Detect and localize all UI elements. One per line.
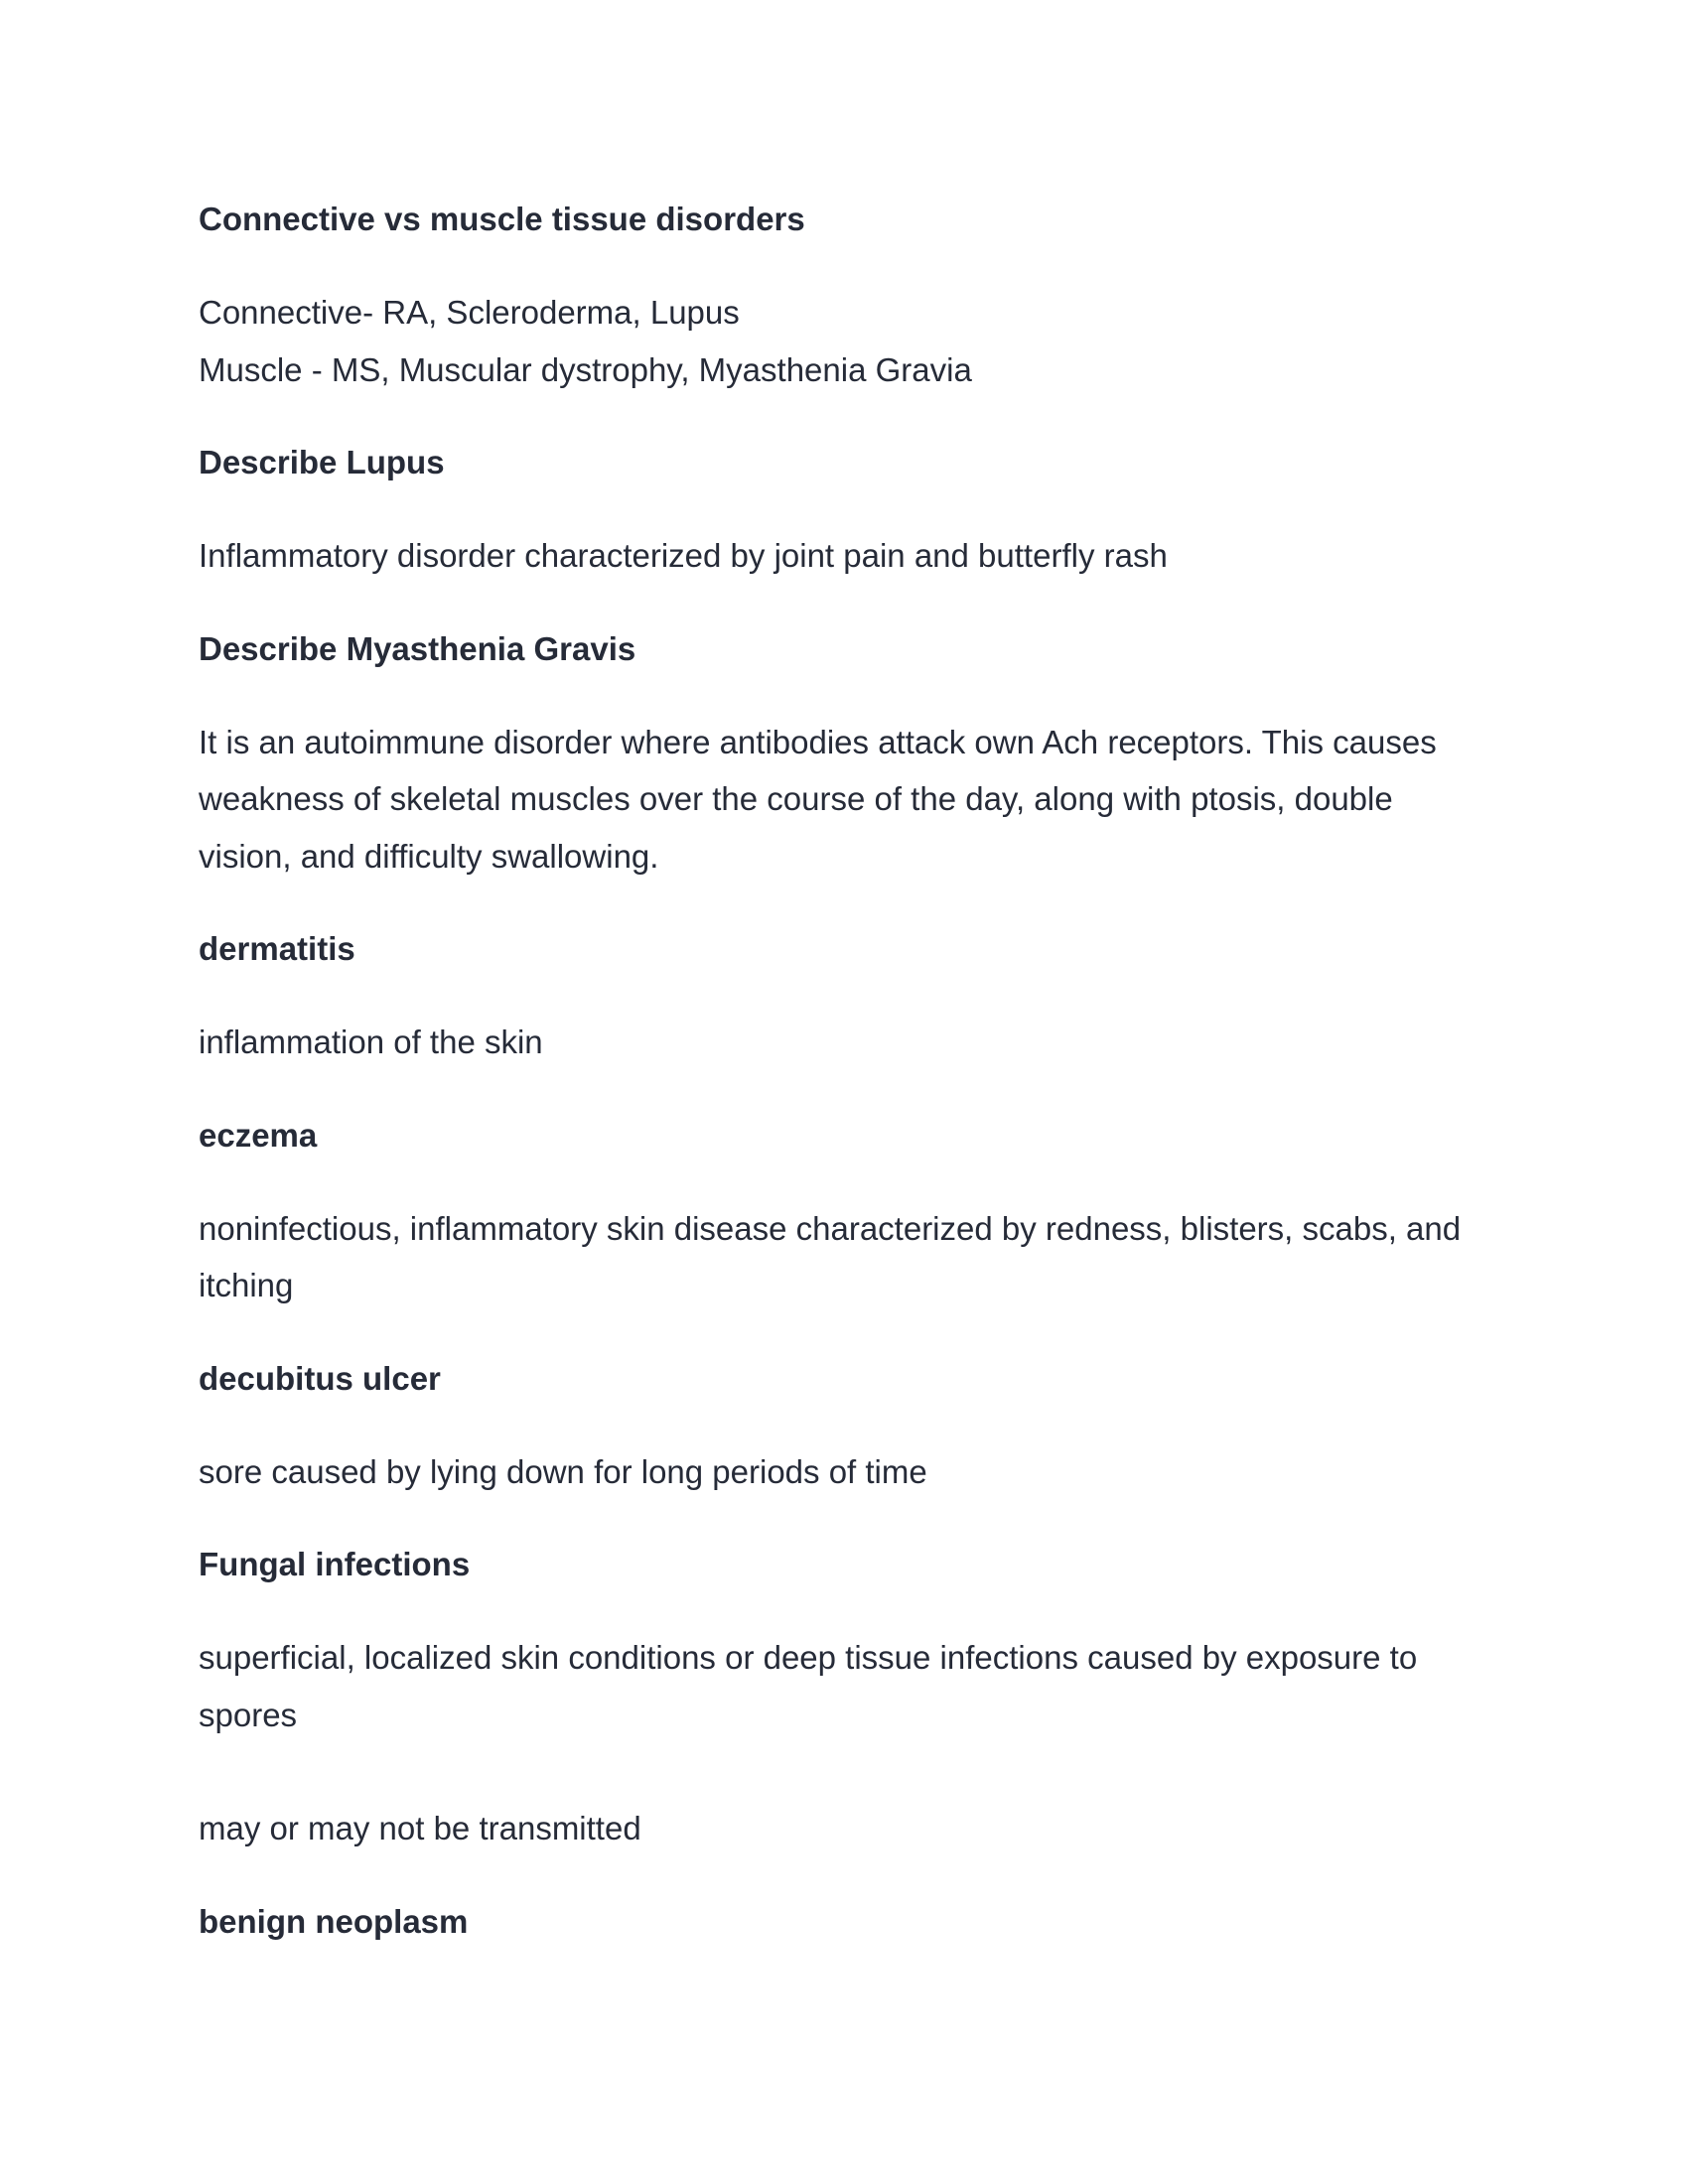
definition-line: Inflammatory disorder characterized by joint pain and butterfly rash [199,537,1168,574]
term-heading: Describe Lupus [199,444,445,480]
term-heading: dermatitis [199,930,355,967]
definition-line: may or may not be transmitted [199,1810,641,1846]
definition-text [199,1014,1489,1071]
definition-text [199,1443,1489,1501]
definition-text [199,527,1489,585]
term-heading: benign neoplasm [199,1902,469,1940]
term-heading: decubitus ulcer [199,1359,441,1397]
definition-line: inflammation of the skin [199,1024,543,1060]
flashcard-document [199,194,1489,1986]
definition-line: noninfectious, inflammatory skin disease characterized by redness, blisters, scabs, and itching [199,1209,1462,1303]
term-heading: Describe Myasthenia Gravis [199,629,636,667]
term-heading: eczema [199,1116,318,1154]
definition-text [199,1629,1489,1857]
definition-line: Muscle - MS, Muscular dystrophy, Myasthenia Gravia [199,350,972,388]
definition-line: sore caused by lying down for long periods of time [199,1452,927,1490]
definition-line: superficial, localized skin conditions or deep tissue infections caused by exposure to spores [199,1639,1418,1733]
term-heading: Fungal infections [199,1546,471,1582]
definition-text [199,714,1489,886]
definition-text [199,1200,1489,1314]
definition-text [199,284,1489,398]
term-heading: Connective vs muscle tissue disorders [199,201,805,237]
definition-line: Connective- RA, Scleroderma, Lupus [199,294,740,331]
definition-line: It is an autoimmune disorder where antibodies attack own Ach receptors. This causes weakness of skeletal muscles over the course of the day, along with ptosis, double vision, and difficulty swallowing. [199,723,1437,875]
